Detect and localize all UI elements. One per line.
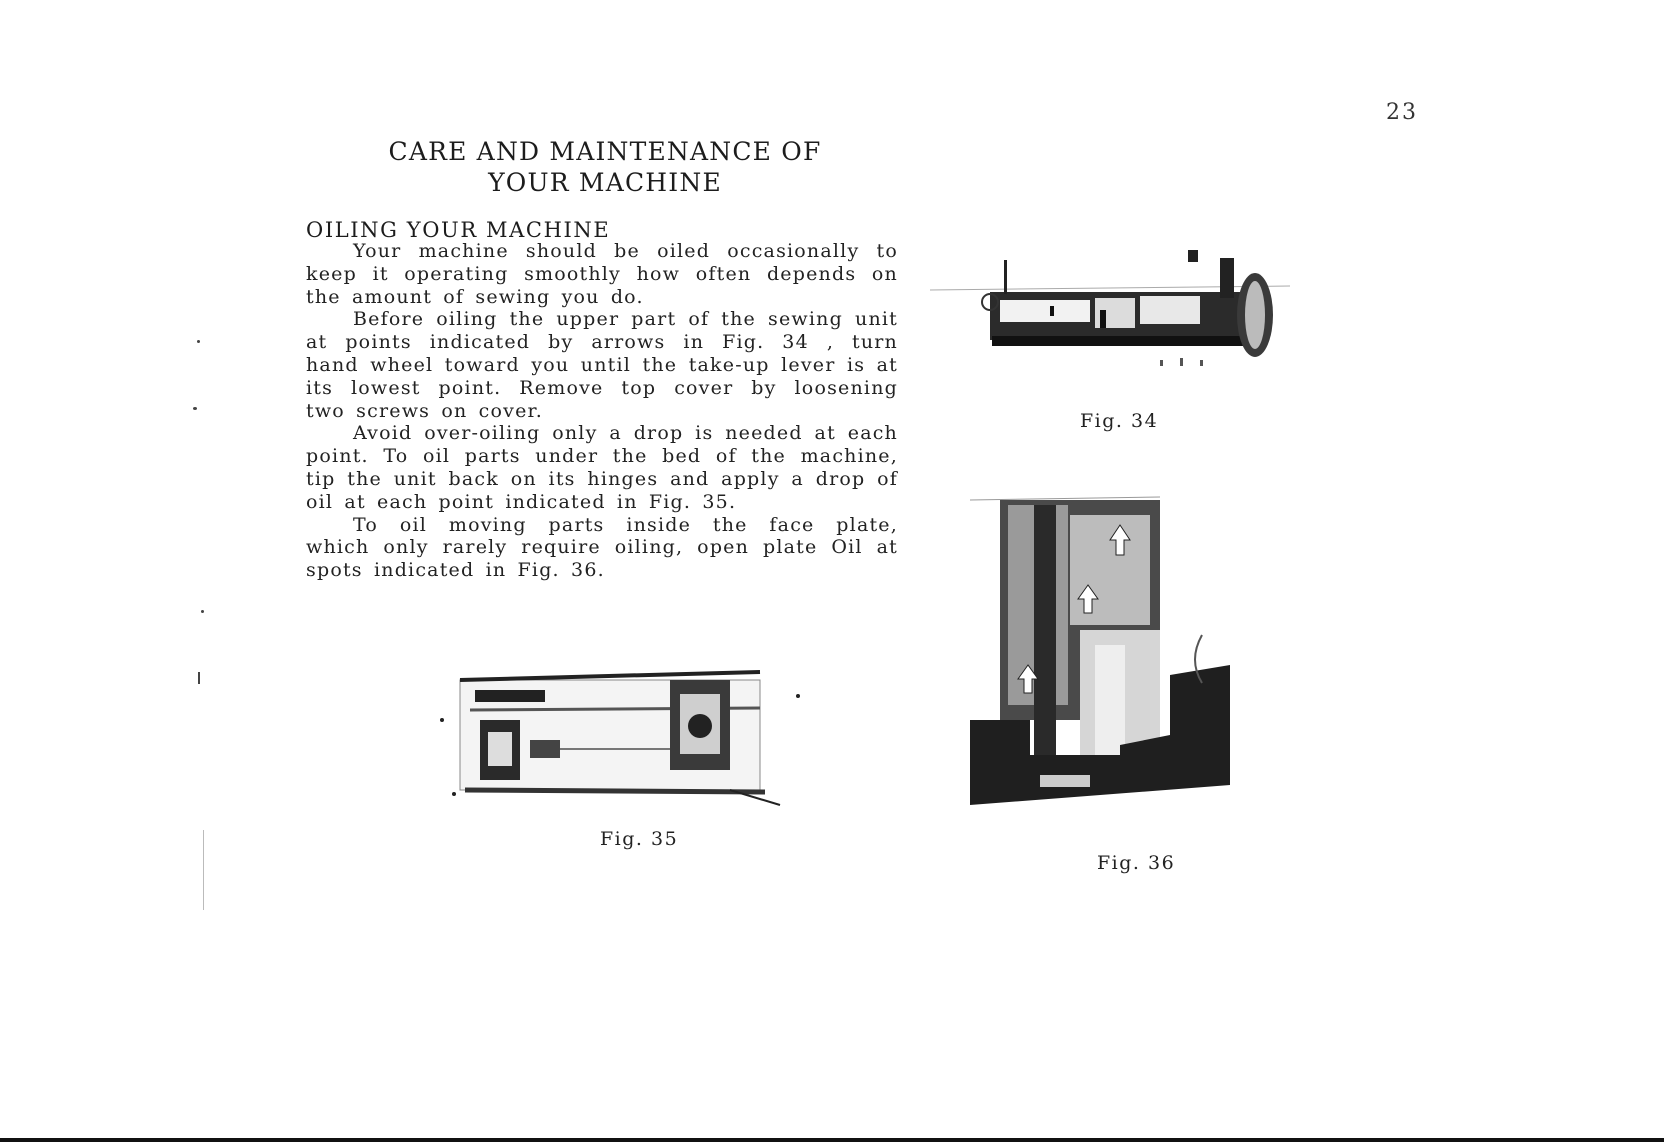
- section-body: [306, 240, 898, 582]
- paragraph-3: Avoid over-oiling only a drop is needed at each point. To oil parts under the bed of the machine, tip the unit back on its hinges and apply a drop of oil at each point indicated in Fig. 35.: [306, 422, 898, 513]
- title-line-1: CARE AND MAINTENANCE OF: [388, 137, 822, 166]
- figure-34-caption: Fig. 34: [1080, 410, 1159, 432]
- scan-bottom-edge: [0, 1138, 1664, 1142]
- figure-35-caption: Fig. 35: [600, 828, 679, 850]
- figure-36-image: [970, 495, 1260, 840]
- scan-speck: [198, 672, 200, 684]
- section-heading: OILING YOUR MACHINE: [306, 218, 611, 242]
- page-number: 23: [1386, 100, 1418, 125]
- paragraph-4: To oil moving parts inside the face plate, which only rarely require oiling, open plate Oil at spots indicated in Fig. 36.: [306, 513, 898, 582]
- figure-36-caption: Fig. 36: [1097, 852, 1176, 874]
- scan-speck: [193, 407, 197, 410]
- scan-speck: [201, 610, 204, 613]
- title-line-2: YOUR MACHINE: [488, 168, 722, 197]
- paragraph-2: Before oiling the upper part of the sewing unit at points indicated by arrows in Fig. 34 , turn hand wheel toward you until the take-up lever is at its lowest point. Remove top cover by loosening two screws on cover.: [306, 308, 898, 422]
- scan-edge-line: [203, 830, 204, 910]
- paragraph-1: Your machine should be oiled occasionally to keep it operating smoothly how often depends on the amount of sewing you do.: [306, 240, 898, 308]
- scan-speck: [197, 340, 200, 343]
- page-title: [305, 136, 905, 198]
- figure-34-image: [930, 240, 1290, 390]
- figure-35-image: [430, 650, 810, 820]
